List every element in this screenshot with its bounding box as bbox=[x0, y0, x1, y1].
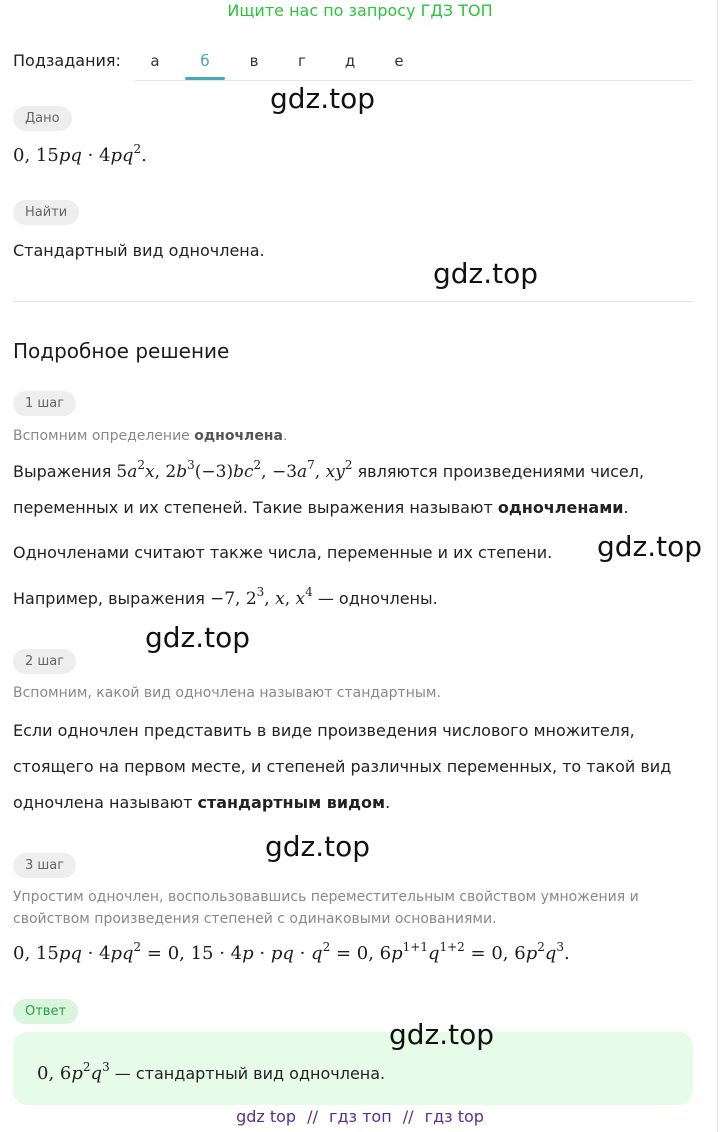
tab-a[interactable]: а bbox=[150, 52, 160, 70]
footer-links bbox=[0, 1107, 720, 1127]
watermark-6: gdz.top bbox=[389, 1018, 495, 1051]
step-1-chip: 1 шаг bbox=[13, 391, 76, 416]
step-1-hint: Вспомним определение одночлена. bbox=[13, 428, 288, 444]
footer-link-gdz-top-mixed[interactable]: гдз top bbox=[424, 1107, 484, 1126]
step-3-chip: 3 шаг bbox=[13, 853, 76, 878]
step-3-expression: 0, $15pq \cdot 4pq^2 = 0$, 15 · 4p · pq · $q^2 = 0$, $6p^{1+1}q^{1+2} = 0$, $6p^2q^3$. bbox=[13, 940, 570, 964]
find-chip: Найти bbox=[13, 200, 79, 225]
footer-link-gdz-top-ru[interactable]: гдз топ bbox=[329, 1107, 392, 1126]
tab-d[interactable]: д bbox=[344, 52, 356, 70]
search-banner: Ищите нас по запросу ГДЗ ТОП bbox=[227, 1, 493, 20]
footer-link-gdz-top[interactable]: gdz top bbox=[236, 1107, 297, 1126]
page-right-border bbox=[717, 0, 718, 1132]
given-expression: 0, $15pq \cdot 4pq^2$. bbox=[13, 142, 147, 166]
given-chip: Дано bbox=[13, 106, 72, 131]
answer-text: 0, $6p^2q^3$ — стандартный вид одночлена. bbox=[37, 1060, 386, 1084]
watermark-4: gdz.top bbox=[145, 621, 251, 654]
step-2-hint: Вспомним, какой вид одночлена называют стандартным. bbox=[13, 685, 441, 701]
monomial-examples-expression: $5a^2x$, $2b^3(-3)bc^2$, $-3a^7$, $xy^2$ bbox=[116, 458, 353, 482]
step-2-paragraph-1: Если одночлен представить в виде произведения числового множителя, bbox=[13, 721, 635, 740]
step-3-hint-line-1: Упростим одночлен, воспользовавшись переместительным свойством умножения и bbox=[13, 889, 639, 905]
find-text: Стандартный вид одночлена. bbox=[13, 241, 265, 260]
footer-separator-2: // bbox=[402, 1107, 414, 1126]
step-1-paragraph-1: Выражения $5a^2x$, $2b^3(-3)bc^2$, $-3a^7$, $xy^2$ являются произведениями чисел, bbox=[13, 458, 645, 482]
step-1-paragraph-4: Например, выражения −7, $2^3$, x, $x^4$ — одночлены. bbox=[13, 585, 438, 609]
step-1-paragraph-3: Одночленами считают также числа, переменные и их степени. bbox=[13, 543, 553, 562]
subtasks-label: Подзадания: bbox=[13, 51, 121, 70]
step-2-chip: 2 шаг bbox=[13, 649, 76, 674]
tab-b[interactable]: б bbox=[200, 52, 210, 70]
tab-e[interactable]: е bbox=[394, 52, 404, 70]
step-2-paragraph-2: стоящего на первом месте, и степеней различных переменных, то такой вид bbox=[13, 757, 672, 776]
simple-monomials-expression: −7, $2^3$, x, $x^4$ bbox=[209, 585, 313, 609]
solution-title: Подробное решение bbox=[13, 339, 230, 363]
answer-chip: Ответ bbox=[13, 999, 78, 1024]
watermark-5: gdz.top bbox=[265, 830, 371, 863]
watermark-2: gdz.top bbox=[433, 257, 539, 290]
tab-g[interactable]: г bbox=[298, 52, 306, 70]
section-divider bbox=[13, 301, 693, 302]
step-1-paragraph-2: переменных и их степеней. Такие выражения называют одночленами. bbox=[13, 498, 629, 517]
active-tab-indicator bbox=[185, 77, 225, 80]
footer-separator-1: // bbox=[307, 1107, 318, 1126]
tab-v[interactable]: в bbox=[249, 52, 259, 70]
step-3-hint-line-2: свойством произведения степеней с одинаковыми основаниями. bbox=[13, 911, 497, 927]
tabs-baseline bbox=[135, 80, 693, 81]
answer-expression: 0, $6p^2q^3$ bbox=[37, 1060, 110, 1084]
step-2-paragraph-3: одночлена называют стандартным видом. bbox=[13, 793, 391, 812]
watermark-3: gdz.top bbox=[597, 530, 703, 563]
watermark-1: gdz.top bbox=[270, 82, 376, 115]
